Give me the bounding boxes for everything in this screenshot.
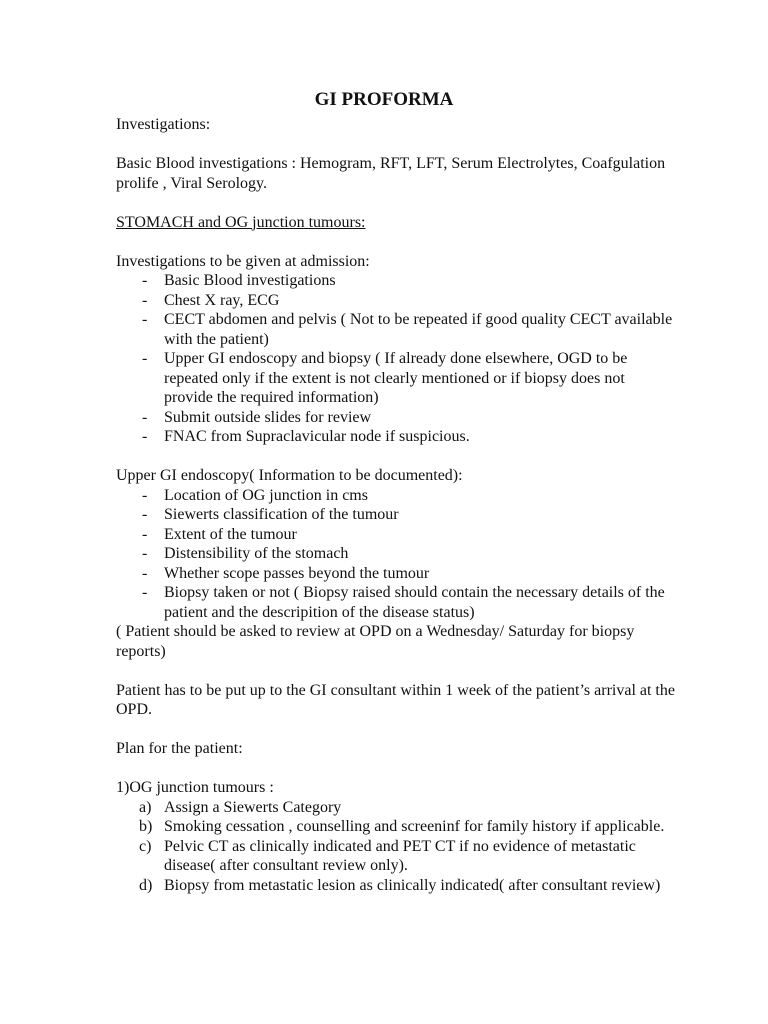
endoscopy-heading: Upper GI endoscopy( Information to be documented): [116,467,463,484]
dash-marker: - [142,272,148,289]
dash-marker: - [142,564,148,582]
dash-marker: - [142,291,148,309]
list-item-text: Smoking cessation , counselling and screeninf for family history if applicable. [164,818,665,835]
alpha-marker: c) [139,837,152,855]
list-item-text: Biopsy from metastatic lesion as clinically indicated( after consultant review) [164,876,661,894]
document-title: GI PROFORMA [314,89,454,110]
list-item [116,525,676,545]
admission-list [116,271,676,447]
og-plan-list [116,798,676,896]
list-item [116,408,676,428]
list-item [116,291,676,311]
list-item-text: Chest X ray, ECG [164,291,280,309]
list-item-text: Assign a Siewerts Category [164,798,342,816]
list-item-text: FNAC from Supraclavicular node if suspicious. [164,428,470,445]
list-item [116,817,676,837]
list-item-text: Distensibility of the stomach [164,545,349,562]
list-item-text: Extent of the tumour [164,525,297,543]
list-item [116,798,676,818]
alpha-marker: b) [139,818,153,835]
dash-marker: - [142,311,148,328]
list-item [116,310,676,349]
list-item [116,486,676,506]
list-item [116,271,676,291]
review-note: ( Patient should be asked to review at OPD on a Wednesday/ Saturday for biopsy reports) [116,623,635,660]
document-body [116,115,676,895]
list-item-text: Basic Blood investigations [164,272,336,289]
stomach-section-heading: STOMACH and OG junction tumours: [116,213,366,231]
list-item [116,427,676,447]
list-item [116,349,676,408]
dash-marker: - [142,350,148,367]
list-item [116,505,676,525]
list-item-text: Siewerts classification of the tumour [164,506,399,523]
dash-marker: - [142,584,148,601]
list-item-text: Pelvic CT as clinically indicated and PET CT if no evidence of metastatic disease( after consultant review only). [164,837,636,874]
list-item-text: Whether scope passes beyond the tumour [164,564,430,582]
list-item-text: Upper GI endoscopy and biopsy ( If already done elsewhere, OGD to be repeated only if the extent is not clearly mentioned or if biopsy does not provide the required information) [164,350,628,406]
og-junction-heading: 1)OG junction tumours : [116,779,274,796]
consultant-note: Patient has to be put up to the GI consultant within 1 week of the patient’s arrival at the OPD. [116,681,675,718]
list-item-text: Submit outside slides for review [164,408,372,426]
list-item [116,876,676,896]
list-item [116,544,676,564]
admission-heading: Investigations to be given at admission: [116,252,370,270]
plan-heading: Plan for the patient: [116,740,243,757]
list-item [116,583,676,622]
alpha-marker: d) [139,876,153,894]
alpha-marker: a) [139,798,152,816]
dash-marker: - [142,486,148,504]
list-item [116,564,676,584]
investigations-heading: Investigations: [116,116,211,133]
dash-marker: - [142,545,148,562]
basic-blood-paragraph: Basic Blood investigations : Hemogram, RFT, LFT, Serum Electrolytes, Coafgulation prolife , Viral Serology. [116,155,666,192]
dash-marker: - [142,506,148,523]
dash-marker: - [142,428,148,445]
list-item-text: CECT abdomen and pelvis ( Not to be repeated if good quality CECT available with the patient) [164,311,673,348]
dash-marker: - [142,408,148,426]
list-item-text: Biopsy taken or not ( Biopsy raised should contain the necessary details of the patient and the descripition of the disease status) [164,584,665,621]
endoscopy-list [116,486,676,623]
list-item [116,837,676,876]
list-item-text: Location of OG junction in cms [164,486,368,504]
dash-marker: - [142,525,148,543]
